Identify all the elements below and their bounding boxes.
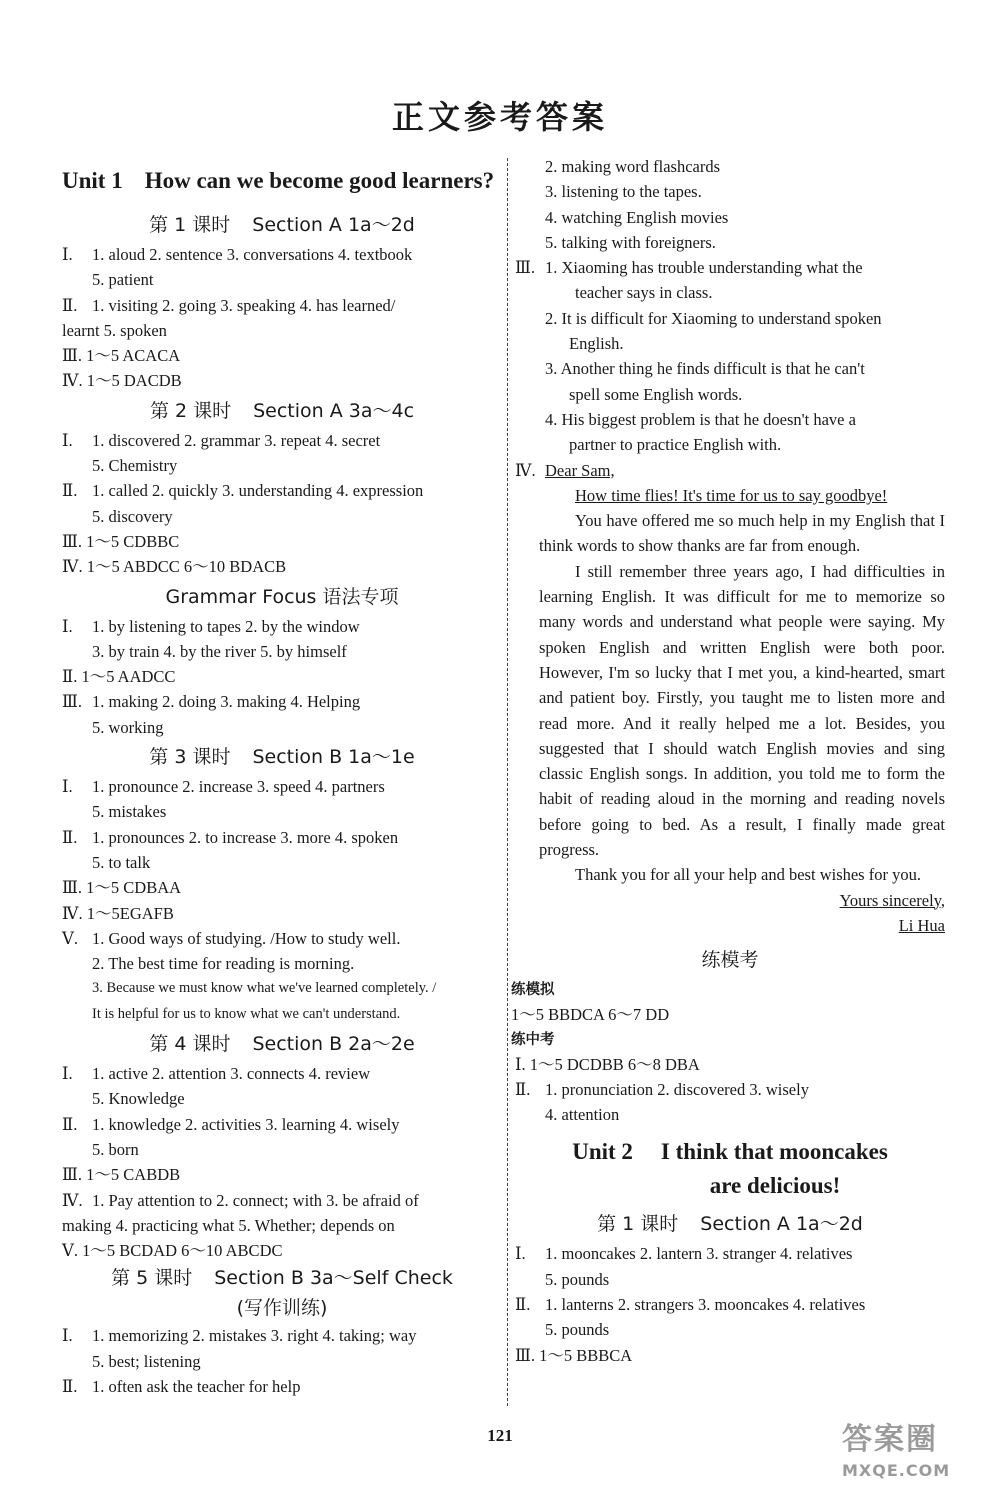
lesson1-exercise-III: Ⅲ. 1～5 ACACA bbox=[62, 346, 181, 366]
roman-numeral: Ⅱ. bbox=[62, 827, 78, 847]
roman-numeral: Ⅴ. bbox=[62, 928, 79, 948]
lesson4-exercise-III: Ⅲ. 1～5 CABDB bbox=[62, 1165, 181, 1185]
watermark-bottom-text: MXQE.COM bbox=[842, 1461, 951, 1480]
answer-line: 1. knowledge 2. activities 3. learning 4. wisely bbox=[92, 1114, 400, 1134]
answer-line: 1. discovered 2. grammar 3. repeat 4. secret bbox=[92, 430, 381, 450]
lesson1-exercise-II bbox=[62, 293, 502, 318]
lesson3-exercise-III: Ⅲ. 1～5 CDBAA bbox=[62, 878, 182, 898]
u2-lesson1-name: 第 1 课时 bbox=[597, 1213, 679, 1236]
lesson4-heading bbox=[62, 1027, 502, 1061]
lesson5-section: Section B 3a～Self Check bbox=[214, 1267, 453, 1290]
unit2-title: I think that mooncakes bbox=[660, 1139, 888, 1165]
lesson1-heading bbox=[62, 208, 502, 242]
answer-line: 5. best; listening bbox=[92, 1351, 201, 1371]
roman-numeral: Ⅲ. bbox=[515, 258, 536, 278]
unit2-heading bbox=[515, 1135, 945, 1203]
answer-line: 1. visiting 2. going 3. speaking 4. has learned/ bbox=[92, 295, 396, 315]
answer-line: 4. attention bbox=[545, 1105, 620, 1125]
lesson1-section: Section A 1a～2d bbox=[252, 214, 415, 236]
answer-line: 1. pronunciation 2. discovered 3. wisely bbox=[545, 1079, 809, 1099]
answer-line: 1. pronounce 2. increase 3. speed 4. partners bbox=[92, 777, 385, 797]
answer-line: 1. Pay attention to 2. connect; with 3. be afraid of bbox=[92, 1190, 419, 1210]
unit1-title: How can we become good learners? bbox=[144, 168, 495, 193]
lesson4-exercise-II bbox=[62, 1112, 502, 1163]
answer-line: 1. making 2. doing 3. making 4. Helping bbox=[92, 692, 361, 712]
lesson5-exercise-IV bbox=[515, 458, 945, 939]
roman-numeral: Ⅲ. bbox=[62, 692, 83, 712]
lesson3-name: 第 3 课时 bbox=[149, 746, 231, 769]
unit1-heading bbox=[62, 166, 502, 196]
letter-opening bbox=[515, 483, 945, 508]
u2-lesson1-exercise-I bbox=[515, 1241, 945, 1292]
practice-heading: 练模考 bbox=[701, 949, 759, 972]
grammar-exercise-III bbox=[62, 689, 502, 740]
answer-line: 5. mistakes bbox=[92, 802, 167, 822]
lesson4-exercise-IV bbox=[62, 1188, 502, 1213]
answer-line: 3. listening to the tapes. bbox=[545, 182, 702, 202]
letter-closing bbox=[515, 888, 945, 913]
answer-line: spell some English words. bbox=[569, 384, 743, 404]
answer-line: 4. watching English movies bbox=[545, 207, 729, 227]
answer-line: 1. Xiaoming has trouble understanding what the bbox=[545, 258, 863, 278]
roman-numeral: Ⅳ. bbox=[515, 460, 536, 480]
roman-numeral: Ⅱ. bbox=[62, 1114, 78, 1134]
lesson4-exercise-V: Ⅴ. 1～5 BCDAD 6～10 ABCDC bbox=[62, 1241, 283, 1261]
answer-line: 5. born bbox=[92, 1139, 139, 1159]
answer-line: English. bbox=[569, 334, 624, 354]
lesson4-exercise-IV-cont: making 4. practicing what 5. Whether; depends on bbox=[62, 1215, 395, 1235]
lesson5-exercise-III bbox=[515, 255, 945, 457]
answer-line: 5. working bbox=[92, 717, 164, 737]
answer-line: teacher says in class. bbox=[575, 283, 713, 303]
answer-line: 5. Knowledge bbox=[92, 1089, 185, 1109]
lesson3-exercise-V bbox=[62, 926, 502, 1027]
mock-heading: 练模拟 bbox=[511, 982, 555, 999]
roman-numeral: Ⅰ. bbox=[62, 245, 73, 264]
letter-greeting bbox=[515, 458, 945, 483]
lesson5-subtitle: (写作训练) bbox=[236, 1297, 328, 1320]
answer-line: 1. lanterns 2. strangers 3. mooncakes 4. relatives bbox=[545, 1294, 866, 1314]
opening-text: How time flies! It's time for us to say goodbye! bbox=[575, 485, 888, 505]
signature-text: Li Hua bbox=[898, 915, 945, 935]
grammar-exercise-II: Ⅱ. 1～5 AADCC bbox=[62, 667, 176, 687]
answer-line: 5. patient bbox=[92, 270, 154, 290]
lesson2-name: 第 2 课时 bbox=[149, 399, 232, 422]
answer-line: 5. Chemistry bbox=[92, 456, 178, 476]
lesson2-heading bbox=[62, 394, 502, 428]
u2-lesson1-heading bbox=[515, 1207, 945, 1241]
unit2-number: Unit 2 bbox=[572, 1139, 633, 1165]
answer-line: 4. His biggest problem is that he doesn't have a bbox=[545, 409, 856, 429]
answer-line: 2. It is difficult for Xiaoming to understand spoken bbox=[545, 308, 882, 328]
lesson4-name: 第 4 课时 bbox=[149, 1033, 231, 1056]
lesson3-exercise-I bbox=[62, 774, 502, 825]
grammar-exercise-I bbox=[62, 614, 502, 665]
answer-line: 5. pounds bbox=[545, 1269, 610, 1289]
roman-numeral: Ⅱ. bbox=[62, 1376, 78, 1396]
lesson3-section: Section B 1a～1e bbox=[252, 746, 415, 769]
answer-line: 1. often ask the teacher for help bbox=[92, 1376, 301, 1396]
answer-line: 3. Because we must know what we've learned completely. / bbox=[92, 980, 437, 997]
lesson5-heading bbox=[62, 1263, 502, 1293]
left-column bbox=[62, 156, 502, 1399]
letter-paragraph-1: You have offered me so much help in my English that I think words to show thanks are far from enough. bbox=[539, 511, 945, 556]
answer-line: 1. called 2. quickly 3. understanding 4. expression bbox=[92, 481, 424, 501]
lesson2-exercise-III: Ⅲ. 1～5 CDBBC bbox=[62, 531, 180, 551]
answer-line: 5. to talk bbox=[92, 852, 151, 872]
answer-line: 1. memorizing 2. mistakes 3. right 4. taking; way bbox=[92, 1326, 417, 1346]
letter-paragraph-2: I still remember three years ago, I had difficulties in learning English. It was difficult for me to memorize so many words and understand what people were saying. My spoken English and written English were both poor. However, I'm so lucky that I met you, a kind-hearted, smart and patient boy. Firstly, you taught me to listen more and read more. And it really helped me a lot. Besides, you suggested that I should watch English movies and sing classic English songs. In addition, you told me to form the habit of reading aloud in the morning and reading novels before going to bed. As a result, I finally made great progress. bbox=[539, 561, 945, 860]
answer-line: 2. The best time for reading is morning. bbox=[92, 954, 355, 974]
lesson2-exercise-IV: Ⅳ. 1～5 ABDCC 6～10 BDACB bbox=[62, 557, 287, 577]
grammar-focus-heading: Grammar Focus 语法专项 bbox=[165, 585, 399, 608]
lesson1-exercise-II-cont: learnt 5. spoken bbox=[62, 320, 167, 340]
answer-line: 1. pronounces 2. to increase 3. more 4. spoken bbox=[92, 827, 399, 847]
lesson3-exercise-IV: Ⅳ. 1～5EGAFB bbox=[62, 903, 174, 923]
watermark-top-text: 答案圈 bbox=[842, 1422, 938, 1457]
answer-line: 2. making word flashcards bbox=[545, 157, 721, 176]
lesson4-section: Section B 2a～2e bbox=[252, 1033, 415, 1056]
exam-exercise-II bbox=[515, 1077, 945, 1128]
lesson5-exercise-I bbox=[62, 1323, 502, 1374]
unit2-title-cont: are delicious! bbox=[709, 1173, 841, 1199]
roman-numeral: Ⅰ. bbox=[62, 430, 73, 450]
answer-line: It is helpful for us to know what we can't understand. bbox=[92, 1005, 401, 1022]
answer-line: 5. discovery bbox=[92, 506, 173, 526]
lesson5-name: 第 5 课时 bbox=[111, 1267, 193, 1290]
lesson3-exercise-II bbox=[62, 825, 502, 876]
lesson2-exercise-II bbox=[62, 478, 502, 529]
roman-numeral: Ⅰ. bbox=[62, 1326, 73, 1346]
lesson3-heading bbox=[62, 740, 502, 774]
watermark-logo bbox=[842, 1420, 982, 1500]
right-column bbox=[511, 154, 945, 1368]
exam-heading: 练中考 bbox=[511, 1031, 555, 1048]
roman-numeral: Ⅰ. bbox=[62, 777, 73, 797]
lesson2-exercise-I bbox=[62, 428, 502, 479]
roman-numeral: Ⅳ. bbox=[62, 1190, 83, 1210]
answer-line: 3. by train 4. by the river 5. by himself bbox=[92, 641, 347, 661]
roman-numeral: Ⅰ. bbox=[515, 1244, 526, 1264]
answer-line: 1. mooncakes 2. lantern 3. stranger 4. relatives bbox=[545, 1244, 853, 1264]
page-title: 正文参考答案 bbox=[391, 98, 608, 136]
page-number: 121 bbox=[487, 1426, 513, 1445]
answer-line: 1. active 2. attention 3. connects 4. review bbox=[92, 1064, 371, 1084]
answer-line: 5. talking with foreigners. bbox=[545, 232, 716, 252]
exam-exercise-I: Ⅰ. 1～5 DCDBB 6～8 DBA bbox=[515, 1054, 700, 1074]
lesson1-exercise-IV: Ⅳ. 1～5 DACDB bbox=[62, 371, 182, 391]
answer-line: 1. by listening to tapes 2. by the window bbox=[92, 616, 360, 636]
letter-signature bbox=[515, 913, 945, 938]
u2-lesson1-exercise-II bbox=[515, 1292, 945, 1343]
lesson1-name: 第 1 课时 bbox=[149, 214, 231, 236]
answer-line: 3. Another thing he finds difficult is that he can't bbox=[545, 359, 865, 379]
mock-answers: 1～5 BBDCA 6～7 DD bbox=[511, 1005, 670, 1025]
answer-line: 5. pounds bbox=[545, 1320, 610, 1340]
answer-line: 1. Good ways of studying. /How to study well. bbox=[92, 928, 401, 948]
letter-paragraph-3: Thank you for all your help and best wishes for you. bbox=[575, 865, 921, 885]
lesson5-exercise-II-items bbox=[515, 154, 945, 255]
roman-numeral: Ⅱ. bbox=[62, 295, 78, 315]
greeting-text: Dear Sam, bbox=[545, 460, 615, 480]
answer-line: 1. aloud 2. sentence 3. conversations 4. textbook bbox=[92, 245, 413, 264]
lesson1-exercise-I bbox=[62, 242, 502, 293]
lesson5-exercise-II bbox=[62, 1374, 502, 1399]
roman-numeral: Ⅱ. bbox=[515, 1079, 531, 1099]
lesson4-exercise-I bbox=[62, 1061, 502, 1112]
roman-numeral: Ⅱ. bbox=[515, 1294, 531, 1314]
u2-lesson1-exercise-III: Ⅲ. 1～5 BBBCA bbox=[515, 1345, 633, 1365]
roman-numeral: Ⅱ. bbox=[62, 481, 78, 501]
column-divider bbox=[507, 158, 508, 1406]
lesson2-section: Section A 3a～4c bbox=[253, 399, 415, 422]
roman-numeral: Ⅰ. bbox=[62, 616, 73, 636]
roman-numeral: Ⅰ. bbox=[62, 1064, 73, 1084]
u2-lesson1-section: Section A 1a～2d bbox=[700, 1213, 863, 1236]
answer-line: partner to practice English with. bbox=[569, 435, 782, 455]
closing-text: Yours sincerely, bbox=[839, 890, 945, 910]
unit1-number: Unit 1 bbox=[62, 168, 123, 193]
